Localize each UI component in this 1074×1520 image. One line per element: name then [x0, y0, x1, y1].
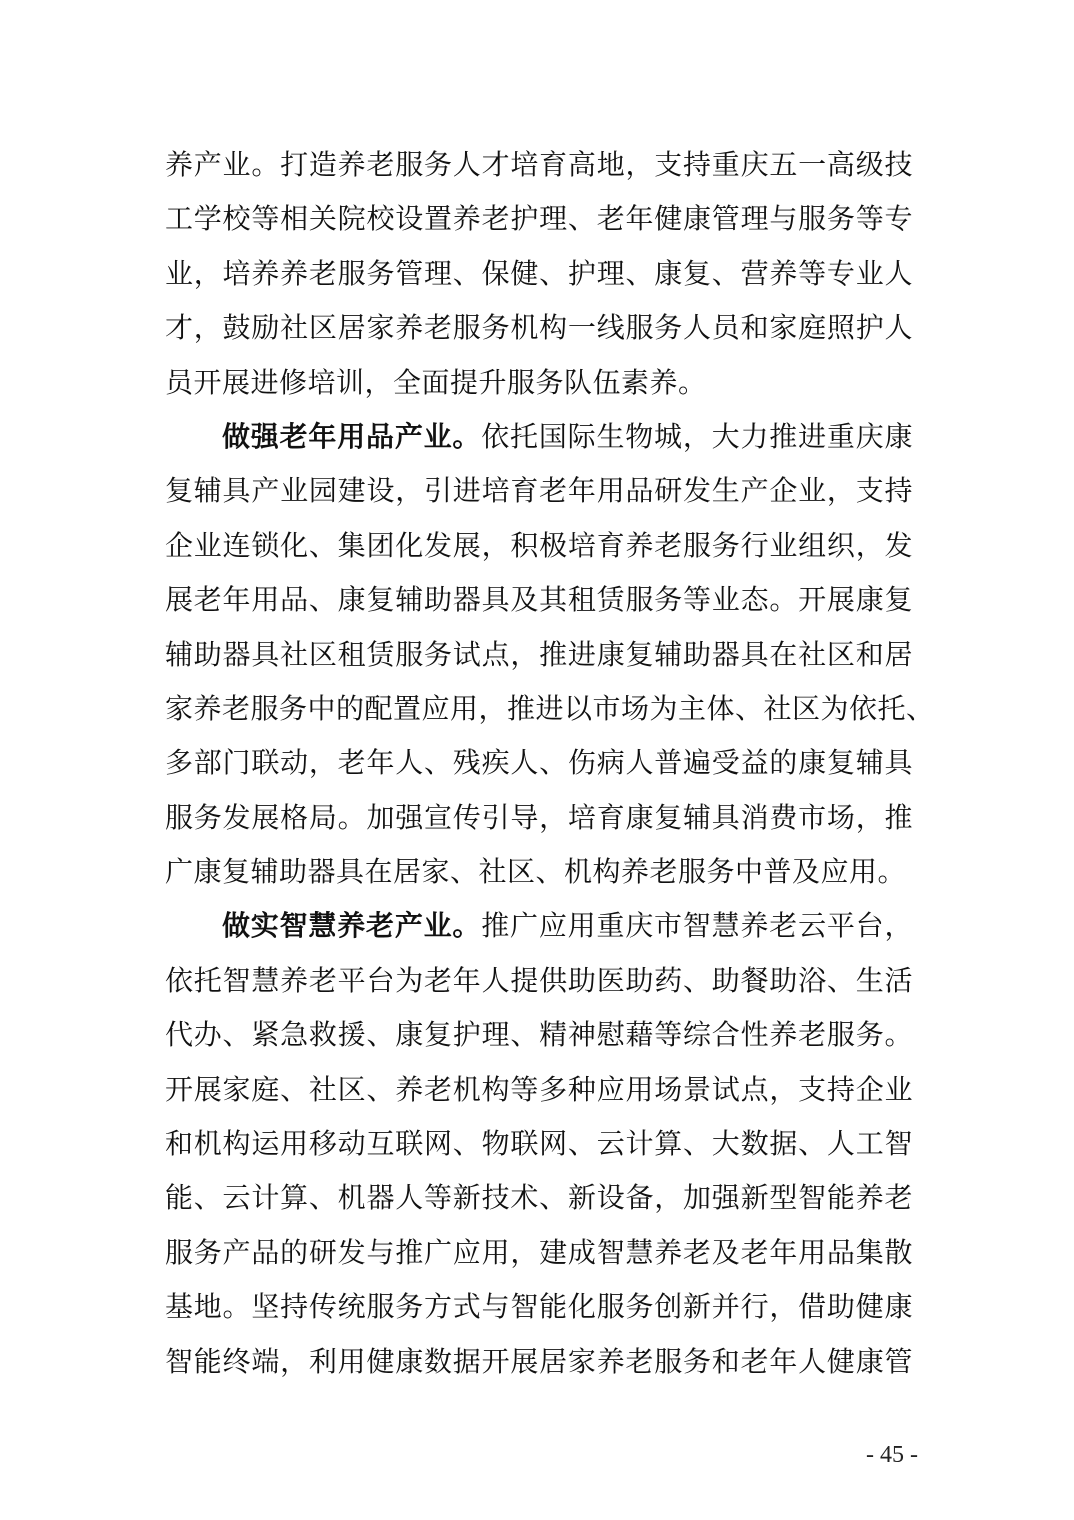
text-line: 服务产品的研发与推广应用，建成智慧养老及老年用品集散 — [165, 1235, 913, 1269]
paragraph — [165, 138, 913, 410]
body-text — [165, 138, 935, 1389]
text-line: 智能终端，利用健康数据开展居家养老服务和老年人健康管 — [165, 1344, 913, 1378]
paragraph-heading: 做实智慧养老产业。 — [222, 909, 482, 943]
text-line: 养产业。打造养老服务人才培育高地，支持重庆五一高级技 — [165, 148, 913, 181]
text-line — [165, 899, 913, 953]
text-line: 服务发展格局。加强宣传引导，培育康复辅具消费市场，推 — [165, 800, 913, 834]
text-line: 企业连锁化、集团化发展，积极培育养老服务行业组织，发 — [165, 528, 913, 562]
text-line: 广康复辅助器具在居家、社区、机构养老服务中普及应用。 — [165, 855, 907, 889]
text-span: 依托国际生物城，大力推进重庆康 — [481, 419, 913, 453]
text-line: 复辅具产业园建设，引进培育老年用品研发生产企业，支持 — [165, 474, 913, 508]
text-line: 业，培养养老服务管理、保健、护理、康复、营养等专业人 — [165, 256, 913, 290]
text-line: 代办、紧急救援、康复护理、精神慰藉等综合性养老服务。 — [165, 1018, 913, 1052]
text-line: 开展家庭、社区、养老机构等多种应用场景试点，支持企业 — [165, 1072, 913, 1106]
text-line: 基地。坚持传统服务方式与智能化服务创新并行，借助健康 — [165, 1290, 913, 1324]
text-line: 依托智慧养老平台为老年人提供助医助药、助餐助浴、生活 — [165, 963, 913, 997]
paragraph — [165, 410, 935, 900]
text-line: 多部门联动，老年人、残疾人、伤病人普遍受益的康复辅具 — [165, 746, 913, 780]
text-line: 家养老服务中的配置应用，推进以市场为主体、社区为依托、 — [165, 691, 935, 725]
text-line: 展老年用品、康复辅助器具及其租赁服务等业态。开展康复 — [165, 583, 913, 617]
paragraph — [165, 899, 913, 1389]
text-line — [165, 410, 913, 464]
paragraph-heading: 做强老年用品产业。 — [222, 419, 482, 453]
text-line: 才，鼓励社区居家养老服务机构一线服务人员和家庭照护人 — [165, 311, 913, 345]
text-line: 辅助器具社区租赁服务试点，推进康复辅助器具在社区和居 — [165, 637, 913, 671]
page-number: - 45 - — [866, 1442, 918, 1468]
text-span: 推广应用重庆市智慧养老云平台， — [481, 909, 913, 943]
text-line: 员开展进修培训，全面提升服务队伍素养。 — [165, 365, 707, 399]
text-line: 和机构运用移动互联网、物联网、云计算、大数据、人工智 — [165, 1127, 913, 1161]
text-line: 工学校等相关院校设置养老护理、老年健康管理与服务等专 — [165, 202, 913, 236]
text-line: 能、云计算、机器人等新技术、新设备，加强新型智能养老 — [165, 1181, 913, 1215]
